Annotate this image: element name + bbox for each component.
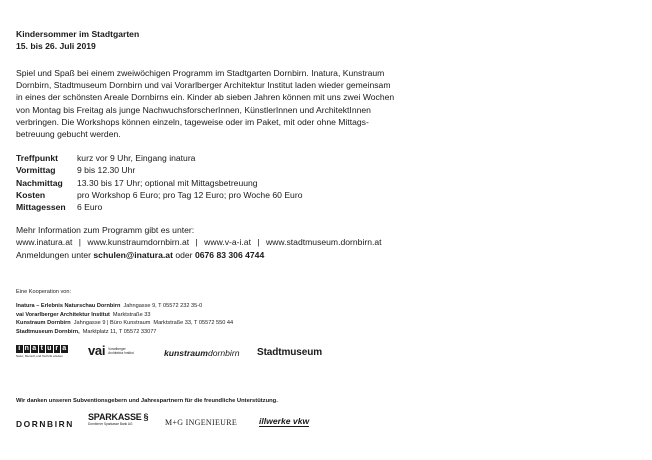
link-inatura[interactable]: www.inatura.at [16, 237, 73, 248]
mg-ingenieure-logo: M+G INGENIEURE [165, 418, 238, 427]
link-separator: | [195, 237, 198, 248]
org-address: Jahngasse 9, T 05572 232 35-0 [123, 303, 203, 310]
more-info [16, 224, 641, 261]
org-address-2: Marktstraße 33, T 05572 550 44 [153, 320, 234, 327]
org-name: vai Vorarlberger Architektur Institut [16, 311, 110, 318]
inatura-letter: a [32, 345, 37, 352]
link-kunstraum[interactable]: www.kunstraumdornbirn.at [87, 237, 190, 248]
vai-text-line: Architektur Institut [108, 350, 134, 355]
intro-line: betreuung gebucht werden. [16, 129, 121, 140]
vai-text-line: Vorarlberger [108, 346, 126, 351]
cooperation-heading: Eine Kooperation von: [16, 289, 72, 295]
detail-label: Mittagessen [16, 202, 66, 213]
dornbirn-logo: DORNBIRN [16, 419, 74, 429]
intro-paragraph [16, 67, 641, 140]
stadtmuseum-logo: Stadtmuseum [257, 347, 323, 358]
detail-value: 13.30 bis 17 Uhr; optional mit Mittagsbetreuung [77, 177, 258, 188]
more-info-intro: Mehr Information zum Programm gibt es unter: [16, 225, 195, 236]
intro-line: verbringen. Die Workshops können einzeln, tageweise oder im Paket, mit oder ohne Mittags- [16, 116, 369, 127]
org-address: Marktplatz 11, T 05572 33077 [82, 328, 157, 335]
cooperation-block [16, 288, 316, 336]
detail-row-nachmittag [16, 177, 641, 189]
event-dates: 15. bis 26. Juli 2019 [16, 41, 96, 51]
org-address: Marktstraße 33 [112, 311, 151, 318]
detail-row-kosten [16, 189, 641, 201]
vai-text [108, 347, 134, 355]
inatura-letter: a [62, 345, 67, 352]
registration-line [16, 249, 641, 261]
cooperation-line-stadtmuseum [16, 328, 316, 336]
detail-value: 9 bis 12.30 Uhr [77, 165, 136, 176]
intro-line: von Montag bis Freitag als junge NachwuchsforscherInnen, KünstlerInnen und ArchitektInnen [16, 104, 371, 115]
sparkasse-mark [88, 412, 148, 422]
detail-label: Nachmittag [16, 177, 63, 188]
inatura-letter: t [39, 345, 46, 353]
sparkasse-word: SPARKASSE [88, 412, 142, 422]
link-separator: | [257, 237, 260, 248]
illwerke-logo: illwerke vkw [259, 416, 310, 426]
org-name: Inatura – Erlebnis Naturschau Dornbirn [16, 303, 121, 310]
link-stadtmuseum[interactable]: www.stadtmuseum.dornbirn.at [265, 237, 382, 248]
intro-line: in eines der schönsten Areale Dornbirns ein. Kinder ab sieben Jahren können mit uns zwei Wochen [16, 92, 395, 103]
detail-value: 6 Euro [77, 202, 103, 213]
sparkasse-logo [88, 412, 148, 426]
registration-phone: 0676 83 306 4744 [194, 249, 265, 260]
intro-line: Dornbirn, Stadtmuseum Dornbirn und vai Vorarlberger Architektur Institut laden wieder gemeinsam [16, 80, 391, 91]
inatura-tagline: Natur, Mensch und Technik erleben [16, 354, 63, 358]
cooperation-line-inatura [16, 302, 316, 310]
detail-row-vormittag [16, 164, 641, 176]
detail-label: Kosten [16, 189, 46, 200]
registration-or: oder [175, 249, 193, 260]
dornbirn-word: dornbirn [207, 348, 240, 358]
link-vai[interactable]: www.v-a-i.at [204, 237, 251, 248]
cooperation-line-kunstraum [16, 319, 316, 327]
detail-value: pro Workshop 6 Euro; pro Tag 12 Euro; pro Woche 60 Euro [77, 189, 303, 200]
detail-row-mittagessen [16, 201, 641, 213]
partner-logos [16, 343, 336, 363]
vai-logo [88, 343, 134, 358]
vai-mark: vai [88, 343, 106, 358]
org-name: Stadtmuseum Dornbirn, [16, 328, 80, 335]
inatura-logo [16, 345, 68, 358]
org-name: Kunstraum Dornbirn [16, 320, 71, 327]
kunstraum-word: kunstraum [164, 348, 208, 358]
inatura-letter: n [24, 345, 29, 352]
detail-value: kurz vor 9 Uhr, Eingang inatura [77, 153, 196, 164]
sparkasse-subline: Dornbirner Sparkasse Bank AG [88, 422, 133, 426]
cooperation-line-vai [16, 311, 316, 319]
sponsor-logos [16, 411, 336, 433]
kunstraum-logo [164, 348, 239, 358]
intro-line: Spiel und Spaß bei einem zweiwöchigen Programm im Stadtgarten Dornbirn. Inatura, Kunstraum [16, 68, 385, 78]
details-table [16, 152, 641, 213]
link-separator: | [78, 237, 81, 248]
detail-label: Vormittag [16, 165, 56, 176]
registration-prefix: Anmeldungen unter [16, 249, 92, 260]
event-info [16, 28, 641, 261]
inatura-letter: r [55, 345, 59, 352]
inatura-letter: i [16, 345, 23, 353]
event-title: Kindersommer im Stadtgarten [16, 29, 140, 39]
thanks-text: Wir danken unseren Subventionsgebern und Jahrespartnern für die freundliche Unterstützung. [16, 398, 278, 404]
detail-row-treffpunkt [16, 152, 641, 164]
org-address: Jahngasse 9 | Büro Kunstraum [73, 320, 151, 327]
link-list [16, 236, 641, 248]
inatura-letter: u [47, 345, 52, 352]
inatura-wordmark [16, 345, 68, 353]
sparkasse-s-icon: § [143, 412, 149, 422]
detail-label: Treffpunkt [16, 153, 59, 164]
registration-email[interactable]: schulen@inatura.at [93, 249, 173, 260]
